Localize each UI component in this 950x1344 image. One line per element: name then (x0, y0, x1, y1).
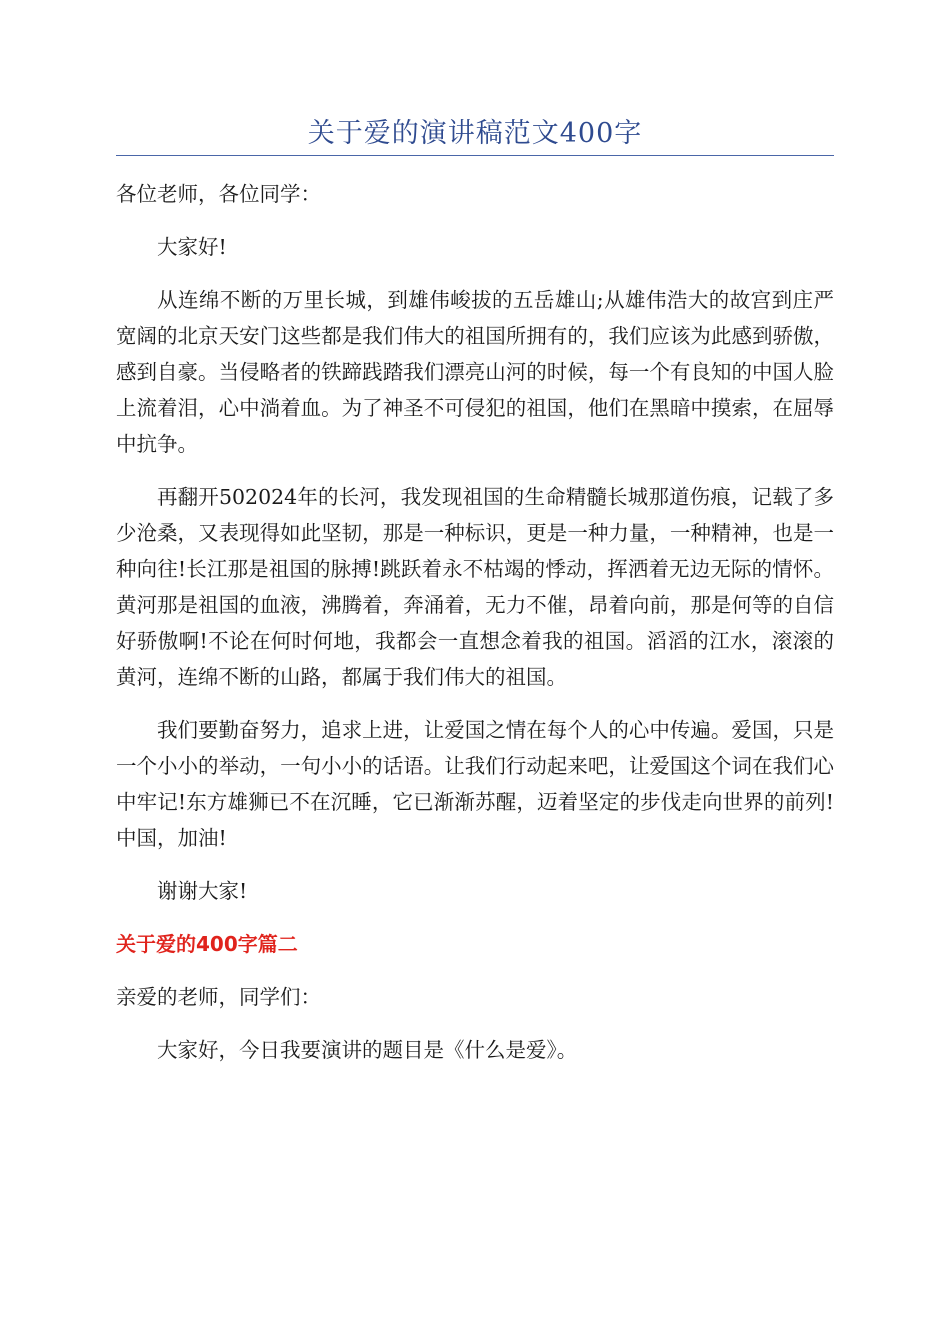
greeting: 大家好! (157, 235, 227, 259)
closing: 谢谢大家! (157, 879, 248, 903)
body-paragraph: 我们要勤奋努力，追求上进，让爱国之情在每个人的心中传遍。爱国，只是一个小小的举动，一句小小的话语。让我们行动起来吧，让爱国这个词在我们心中牢记!东方雄狮已不在沉睡，它已渐渐苏醒，迈着坚定的步伐走向世界的前列!中国，加油! (116, 718, 834, 850)
document-title: 关于爱的演讲稿范文400字 (307, 118, 643, 149)
greeting-2: 大家好，今日我要演讲的题目是《什么是爱》。 (157, 1038, 578, 1062)
body-paragraph: 再翻开502024年的长河，我发现祖国的生命精髓长城那道伤痕，记载了多少沧桑，又表现得如此坚韧，那是一种标识，更是一种力量，一种精神，也是一种向往!长江那是祖国的脉搏!跳跃着永不枯竭的悸动，挥洒着无边无际的情怀。黄河那是祖国的血液，沸腾着，奔涌着，无力不催，昂着向前，那是何等的自信好骄傲啊!不论在何时何地，我都会一直想念着我的祖国。滔滔的江水，滚滚的黄河，连绵不断的山路，都属于我们伟大的祖国。 (116, 485, 834, 689)
salutation-2: 亲爱的老师，同学们： (116, 985, 321, 1009)
section-heading: 关于爱的400字篇二 (116, 932, 298, 956)
salutation: 各位老师，各位同学： (116, 182, 321, 206)
document-body (116, 176, 834, 1085)
title-divider (116, 155, 834, 156)
body-paragraph: 从连绵不断的万里长城，到雄伟峻拔的五岳雄山;从雄伟浩大的故宫到庄严宽阔的北京天安门这些都是我们伟大的祖国所拥有的，我们应该为此感到骄傲，感到自豪。当侵略者的铁蹄践踏我们漂亮山河的时候，每一个有良知的中国人脸上流着泪，心中淌着血。为了神圣不可侵犯的祖国，他们在黑暗中摸索，在屈辱中抗争。 (116, 288, 834, 456)
